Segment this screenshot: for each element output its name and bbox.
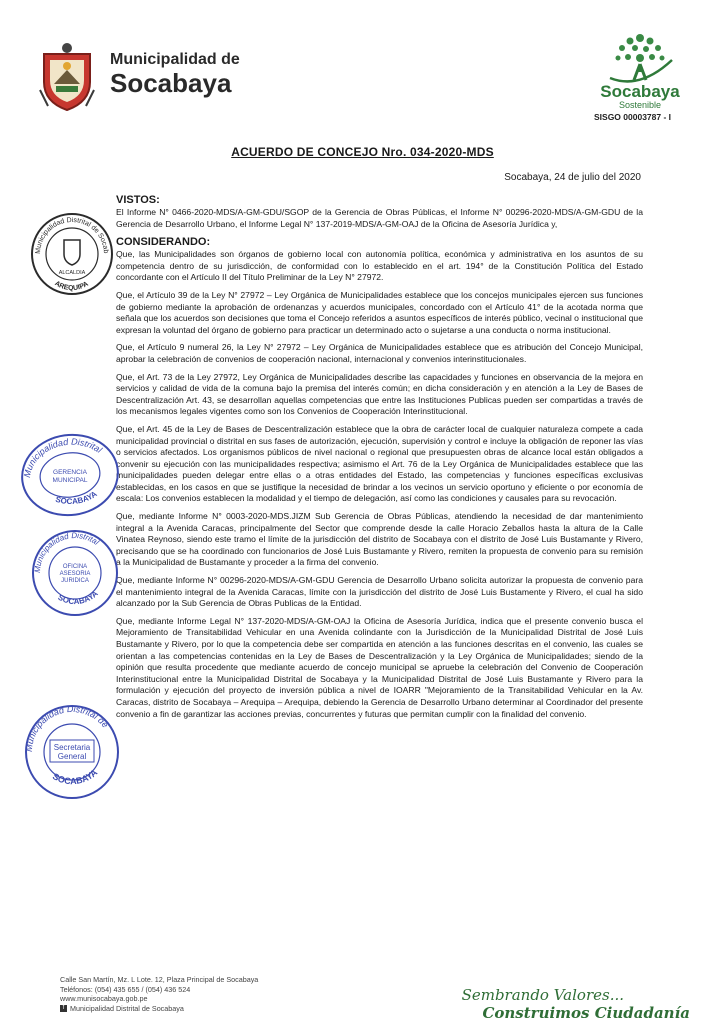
- paragraph: Que, el Art. 45 de la Ley de Bases de Descentralización establece que la obra de carácter local de cualquier naturaleza compete a cada municipalidad provincial o distrital en sus fases de autorización, ejecución, supervisión y control e incluye la obligación de reponer las vías o servicios afectados. Los organismos públicos de nivel nacional o regional que presupuesten obras de alcance local están obligados a convenir su ejecución con las municipalidades respectiva; asimismo el Art. 76 de la Ley Orgánica de Municipalidades establece que las municipalidades pueden delegar entre ellas o a otras entidades del Estado, las competencias y funciones específicas exclusivas establecidas, en los casos en que se justifique la necesidad de brindar a los vecinos un servicio oportuno y eficiente o por economía de escala: Los convenios establecen la modalidad y el tiempo de delegación, así como las condiciones y causales para su revocación.: [116, 423, 643, 504]
- alcaldia-stamp-bottom-text: AREQUIPA: [53, 280, 90, 293]
- gerencia-municipal-stamp: [18, 430, 123, 520]
- footer-address: Calle San Martín, Mz. L Lote. 12, Plaza Principal de Socabaya: [60, 975, 259, 984]
- considerando-heading: CONSIDERANDO:: [116, 236, 211, 249]
- footer-contact: [60, 975, 258, 1013]
- svg-text:AREQUIPA: [53, 280, 89, 292]
- facebook-icon: f: [60, 1005, 67, 1012]
- paragraph: Que, mediante Informe N° 0003-2020-MDS.JIZM Sub Gerencia de Obras Públicas, atendiendo la necesidad de dar mantenimiento integral a la Avenida Caracas, principalmente del Sector que comprende desde la calle Horacio Zeballos hasta la altura de la Calle Vinatea Reynoso, siendo este tramo el límite de la jurisdicción del distrito de Socabaya con el distrito de José Luis Bustamante y Rivero, precisando que se ha coordinado con funcionarios de José Luis Bustamante y Rivero, remiten la propuesta de convenio para su remisión a la Municipalidad de Bustamante y proceder a la firma del convenio.: [116, 511, 643, 568]
- vistos-heading: VISTOS:: [116, 194, 160, 206]
- svg-text:SOCABAYA: [51, 767, 100, 786]
- footer-facebook-label: Municipalidad Distrital de Socabaya: [70, 1003, 184, 1013]
- gerencia-stamp-bottom-text: SOCABAYA: [54, 489, 99, 507]
- paragraph: Que, mediante Informe Legal N° 137-2020-MDS/A-GM-OAJ la Oficina de Asesoría Jurídica, indica que el presente convenio busca el Mejoramiento de Transitabilidad Vehicular en una Avenida colindante con la Jurisdicción de la Municipalidad Distrital de José Luis Bustamante y Rivero, por lo que la competencia debe ser compartida en atención a las funciones descritas en el convenio, las cuales se orientan a las competencias contenidas en la Ley de Bases de Descentralización y la Ley Orgánica de Municipalidades; siendo de la opinión que resulta procedente que mediante acuerdo de concejo municipal se apruebe la celebración del Convenio de Cooperación Interinstitucional entre la Municipalidad Distrital de Socabaya y la Municipalidad Distrital de José Luis Bustamante y Rivero para la formulación y ejecución del proyecto de inversión pública a nivel de IOARR "Mejoramiento de la Transitabilidad Vehicular en la Av. Caracas, distrito de Socabaya – Arequipa – Arequipa, debiendo la Gerencia de Desarrollo Urbano determinar al Coordinador del presente convenio a fin de garantizar las acciones previas, concurrentes y futuras que permitan cumplir con la finalidad del convenio.: [116, 615, 643, 719]
- municipal-crest-logo: [36, 40, 98, 112]
- document-title: ACUERDO DE CONCEJO Nro. 034-2020-MDS: [231, 145, 494, 159]
- asesoria-stamp-center-line3: JURIDICA: [61, 578, 89, 584]
- asesoria-stamp-bottom-text: SOCABAYA: [56, 588, 100, 607]
- brand-subtitle: Sostenible: [618, 100, 662, 110]
- footer-slogan: [440, 986, 690, 1022]
- svg-text:SOCABAYA: [55, 489, 99, 506]
- paragraph: Que, mediante Informe N° 00296-2020-MDS/A-GM-GDU Gerencia de Desarrollo Urbano solicita autorizar la propuesta de convenio para el mantenimiento integral de la Avenida Caracas, límite con la jurisdicción del distrito de José Luis Bustamente y Rivero, el cual ha sido alcanzado por la Sub Gerencia de Obras Publicas de la Entidad.: [116, 575, 643, 609]
- gerencia-stamp-center-line1: GERENCIA: [53, 469, 87, 476]
- municipality-name-line2: Socabaya: [110, 68, 232, 98]
- footer-phones: Teléfonos: (054) 435 655 / (054) 436 524: [60, 984, 191, 994]
- gerencia-stamp-ring-text: Municipalidad Distrital: [21, 436, 104, 479]
- footer-slogan-line2: Construimos Ciudadanía: [482, 1004, 690, 1022]
- secretaria-stamp-bottom-text: SOCABAYA: [50, 767, 100, 787]
- document-date: Socabaya, 24 de julio del 2020: [504, 172, 641, 183]
- alcaldia-stamp-ring-text: Municipalidad Distrital de Socab: [34, 216, 110, 255]
- alcaldia-stamp: [28, 210, 116, 298]
- paragraph: Que, el Art. 73 de la Ley 27972, Ley Orgánica de Municipalidades describe las capacidades y funciones en observancia de la mejora en servicios y calidad de vida de la comuna bajo la premisa del interés común; en dicha consideración y en atención a la Ley de Bases de Descentralización Art. 43, se desarrollan aquellas competencias que entre las Instituciones Publicas pueden ser compartidas a través de los mecanismos legales vigentes como son los Convenios de Cooperación Interinstitucional.: [116, 371, 643, 417]
- asesoria-stamp-ring-text: Municipalidad Distrital: [32, 530, 101, 574]
- secretaria-general-stamp: [22, 702, 122, 802]
- svg-text:SOCABAYA: [56, 589, 99, 606]
- footer-website-link[interactable]: www.munisocabaya.gob.pe: [60, 994, 148, 1003]
- asesoria-stamp-center-line1: OFICINA: [62, 564, 88, 570]
- municipality-name: [110, 52, 240, 96]
- asesoria-juridica-stamp: [30, 528, 120, 618]
- secretaria-stamp-center-line2: General: [57, 752, 87, 761]
- brand-name: Socabaya: [600, 82, 680, 101]
- paragraph: Que, las Municipalidades son órganos de gobierno local con autonomía política, económica y administrativa en los asuntos de su competencia dentro de su jurisdicción, de conformidad con lo establecido en el art. 194° de la Constitución Política del Estado concordante con el Artículo II del Título Preliminar de la Ley N° 27972.: [116, 249, 643, 283]
- secretaria-stamp-ring-text: Municipalidad Distrital de: [23, 703, 111, 753]
- paragraph: Que, el Artículo 39 de la Ley N° 27972 – Ley Orgánica de Municipalidades establece que los concejos municipales ejercen sus funciones de gobierno mediante la aprobación de ordenanzas y acuerdos municipales, concordado con el Artículo 41° de la acotada norma que señala que los acuerdos son decisiones que toma el Concejo referidos a asuntos específicos de interés público, vecinal o institucional que expresan la voluntad del órgano de gobierno para practicar un determinado acto o sujetarse a una conducta o norma institucional.: [116, 289, 643, 335]
- footer-slogan-line1: Sembrando Valores...: [461, 986, 624, 1004]
- asesoria-stamp-center-line2: ASESORIA: [59, 571, 91, 577]
- sisgo-code: SISGO 00003787 - I: [594, 112, 672, 122]
- paragraph: Que, el Artículo 9 numeral 26, la Ley N° 27972 – Ley Orgánica de Municipalidades establece que es atribución del Concejo Municipal, aprobar la celebración de convenios de cooperación nacional, internacional y convenios interinstitucionales.: [116, 342, 643, 364]
- alcaldia-stamp-center-text: ALCALDIA: [58, 270, 86, 276]
- municipality-name-line1: Municipalidad de: [110, 51, 240, 68]
- gerencia-stamp-center-line2: MUNICIPAL: [52, 477, 88, 484]
- vistos-paragraph: El Informe N° 0466-2020-MDS/A-GM-GDU/SGOP de la Gerencia de Obras Públicas, el Informe N° 00296-2020-MDS/A-GM-GDU de la Gerencia de Desarrollo Urbano, el Informe Legal N° 137-2019-MDS/A-GM-OAJ de la Oficina de Asesoría Jurídica y,: [116, 207, 643, 229]
- document-body: [116, 194, 643, 726]
- secretaria-stamp-center-line1: Secretaria: [53, 743, 91, 752]
- footer-facebook[interactable]: [60, 1004, 258, 1014]
